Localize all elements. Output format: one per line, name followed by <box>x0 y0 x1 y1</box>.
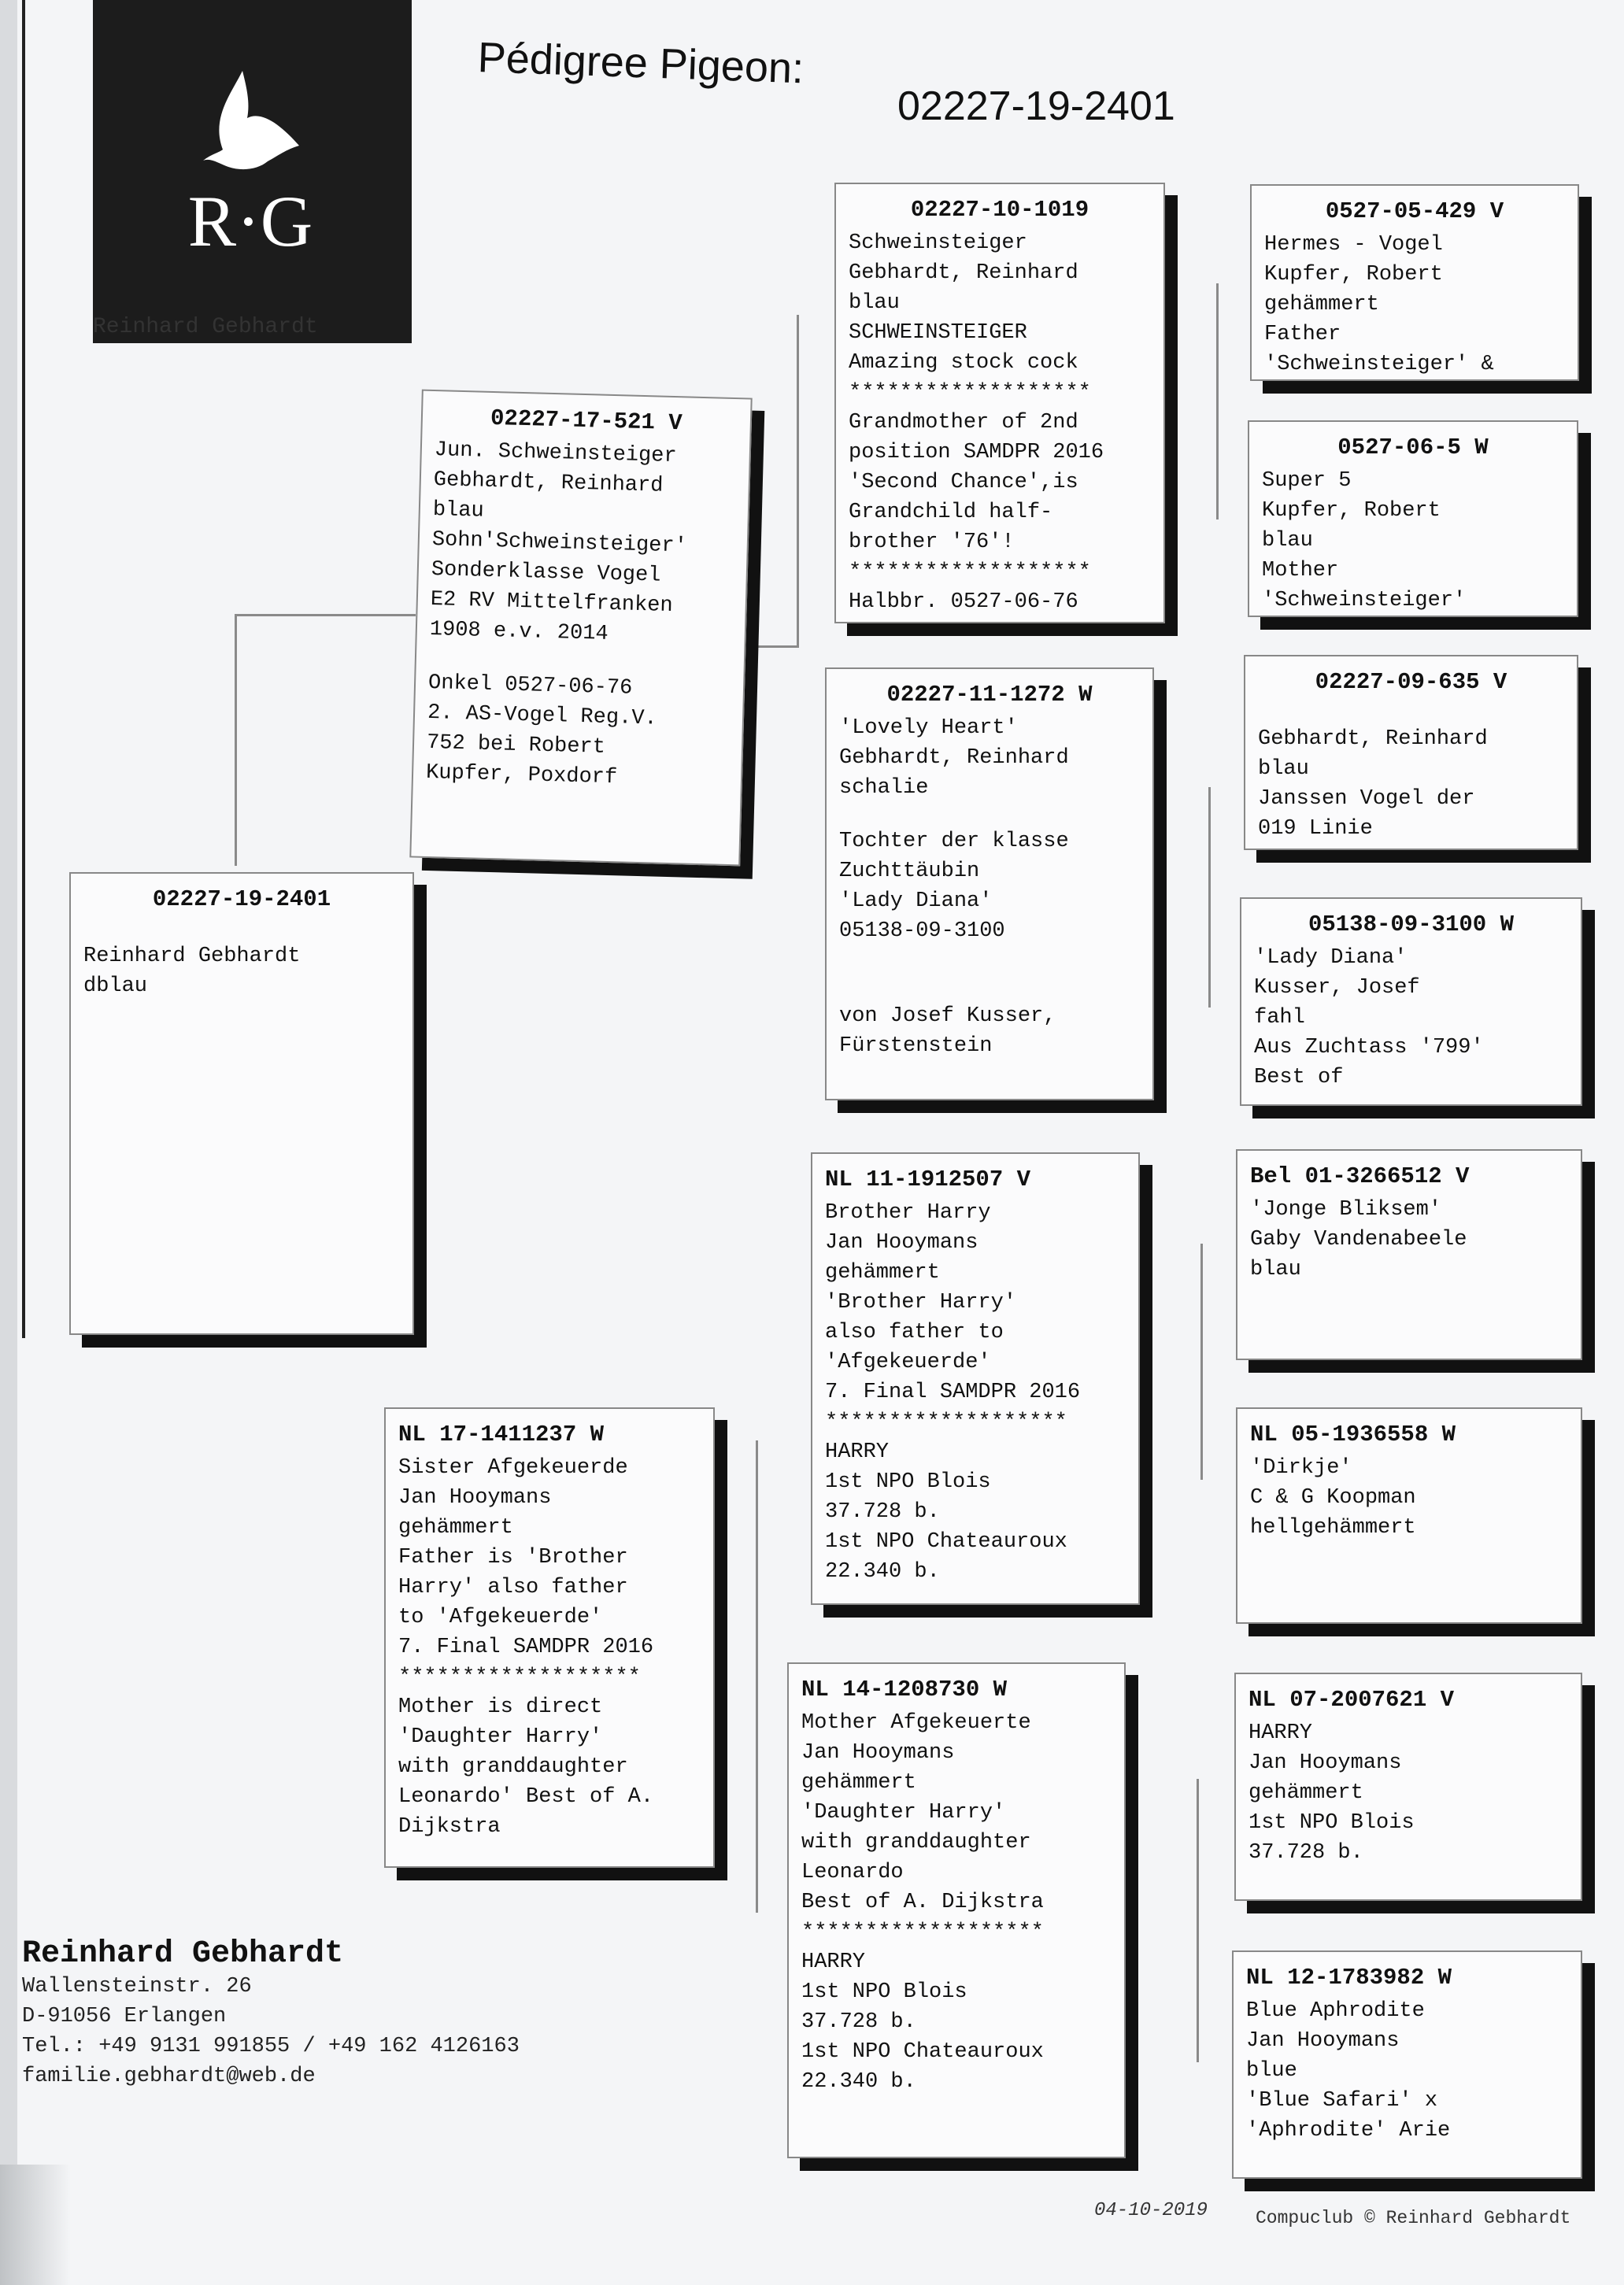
card-line: Gebhardt, Reinhard <box>849 261 1078 285</box>
ring-number: 05138-09-3100 W <box>1308 911 1515 937</box>
card-line: with granddaughter <box>801 1831 1031 1854</box>
copyright: Compuclub © Reinhard Gebhardt <box>1256 2208 1571 2228</box>
card-line: HARRY <box>801 1950 866 1974</box>
ring-number: 0527-06-5 W <box>1337 434 1489 460</box>
card-line: Gebhardt, Reinhard <box>1258 727 1488 751</box>
logo <box>93 0 412 343</box>
card-line: Jan Hooymans <box>398 1486 552 1510</box>
ring-number: 02227-17-521 V <box>490 405 683 437</box>
connector-father <box>797 315 799 645</box>
card-line: Father is 'Brother <box>398 1546 628 1570</box>
card-line: Jan Hooymans <box>801 1741 955 1765</box>
card-line: 'Dirkje' <box>1250 1456 1352 1480</box>
card-father <box>409 390 752 867</box>
card-line: brother '76'! <box>849 531 1015 554</box>
page-edge <box>0 0 17 2285</box>
card-line: HARRY <box>825 1440 890 1464</box>
card-line: C & G Koopman <box>1250 1486 1416 1510</box>
card-line: ******************* <box>825 1411 1067 1434</box>
card-line: Dijkstra <box>398 1815 501 1839</box>
card-line: E2 RV Mittelfranken <box>430 587 674 619</box>
card-line: Blue Aphrodite <box>1246 1999 1425 2023</box>
card-line: 'Aphrodite' Arie <box>1246 2119 1451 2143</box>
card-line: 1st NPO Chateauroux <box>825 1530 1067 1554</box>
card-line: 22.340 b. <box>801 2070 916 2094</box>
card-line: Sonderklasse Vogel <box>431 558 661 588</box>
card-line: gehämmert <box>1249 1781 1363 1805</box>
card-line: ******************* <box>398 1666 641 1689</box>
ring-number: 02227-19-2401 <box>152 886 331 912</box>
card-line: Reinhard Gebhardt <box>83 945 301 968</box>
card-line: 'Schweinsteiger' & <box>1264 353 1494 376</box>
card-line: blau <box>849 291 900 315</box>
card-line: Jan Hooymans <box>1249 1751 1402 1775</box>
card-line: Gebhardt, Reinhard <box>433 468 664 498</box>
ring-number: NL 12-1783982 W <box>1246 1965 1452 1991</box>
card-line: Sister Afgekeuerde <box>398 1456 628 1480</box>
connector-subject <box>235 614 237 866</box>
photo-shadow <box>0 2165 71 2285</box>
card-subject <box>69 872 414 1335</box>
card-mfm <box>1236 1407 1582 1624</box>
card-mm <box>787 1662 1126 2158</box>
print-date: 04-10-2019 <box>1094 2200 1208 2221</box>
card-line: 'Lady Diana' <box>1254 946 1408 970</box>
connector-fm <box>1208 787 1211 1008</box>
card-line: Brother Harry <box>825 1201 991 1225</box>
card-line: HARRY <box>1249 1721 1313 1745</box>
card-line: Sohn'Schweinsteiger' <box>431 528 688 559</box>
card-line: Gaby Vandenabeele <box>1250 1228 1467 1252</box>
card-line: Onkel 0527-06-76 <box>427 671 633 701</box>
card-line: 019 Linie <box>1258 817 1373 841</box>
card-line: Mother Afgekeuerte <box>801 1711 1031 1735</box>
card-line: Amazing stock cock <box>849 351 1078 375</box>
card-line: Janssen Vogel der <box>1258 787 1475 811</box>
card-fmf <box>1244 655 1578 850</box>
card-line: Hermes - Vogel <box>1264 233 1443 257</box>
card-line: 22.340 b. <box>825 1560 940 1584</box>
card-line: 37.728 b. <box>801 2010 916 2034</box>
card-line: 'Lady Diana' <box>839 889 993 913</box>
card-line: Schweinsteiger <box>849 231 1027 255</box>
logo-text: R·G <box>187 181 313 261</box>
card-line: 752 bei Robert <box>426 730 606 760</box>
card-line: blau <box>1250 1258 1301 1281</box>
card-line: hellgehämmert <box>1250 1516 1416 1540</box>
card-line: gehämmert <box>825 1261 940 1285</box>
card-fmm <box>1240 897 1582 1106</box>
card-line: Best of <box>1254 1066 1344 1089</box>
connector-subject-father <box>235 614 416 616</box>
card-line: gehämmert <box>1264 293 1379 316</box>
card-ffm <box>1248 420 1578 617</box>
card-line: position SAMDPR 2016 <box>849 441 1104 464</box>
card-line: Father <box>1264 323 1341 346</box>
card-line: Kusser, Josef <box>1254 976 1420 1000</box>
card-line: 'Daughter Harry' <box>801 1801 1006 1825</box>
card-line: ******************* <box>849 560 1091 584</box>
card-line: Gebhardt, Reinhard <box>839 746 1069 770</box>
card-line: Jan Hooymans <box>1246 2029 1400 2053</box>
card-line: to 'Afgekeuerde' <box>398 1606 603 1629</box>
left-rule <box>22 0 25 1338</box>
card-line: 7. Final SAMDPR 2016 <box>398 1636 654 1659</box>
card-line: Kupfer, Robert <box>1264 263 1443 287</box>
card-line: blue <box>1246 2059 1297 2083</box>
card-line: 1st NPO Chateauroux <box>801 2040 1044 2064</box>
card-line: with granddaughter <box>398 1755 628 1779</box>
card-line: 'Afgekeuerde' <box>825 1351 991 1374</box>
card-line: Tochter der klasse <box>839 830 1069 853</box>
card-fff <box>1250 184 1579 381</box>
ring-number: NL 07-2007621 V <box>1249 1687 1455 1713</box>
header-ring: 02227-19-2401 <box>897 83 1175 129</box>
connector-father-h <box>756 645 799 648</box>
card-mmm <box>1232 1950 1582 2179</box>
card-mmf <box>1234 1673 1582 1901</box>
card-ff <box>834 183 1165 623</box>
card-line: Kupfer, Robert <box>1262 499 1441 523</box>
connector-ff <box>1216 283 1219 519</box>
card-line: Jan Hooymans <box>825 1231 978 1255</box>
ring-number: NL 05-1936558 W <box>1250 1422 1456 1448</box>
footer-address <box>22 1936 520 2091</box>
card-line: 1st NPO Blois <box>801 1980 967 2004</box>
card-mf <box>811 1152 1140 1605</box>
card-line: Jun. Schweinsteiger <box>434 438 677 469</box>
card-line: 37.728 b. <box>825 1500 940 1524</box>
card-line: gehämmert <box>801 1771 916 1795</box>
card-line: 'Blue Safari' x <box>1246 2089 1438 2113</box>
card-line: Fürstenstein <box>839 1034 993 1058</box>
card-line: 2. AS-Vogel Reg.V. <box>427 701 658 731</box>
card-line: ******************* <box>801 1921 1044 1944</box>
footer-city: D-91056 Erlangen <box>22 2005 227 2028</box>
card-line: Halbbr. 0527-06-76 <box>849 590 1078 614</box>
card-line: Grandmother of 2nd <box>849 411 1078 434</box>
card-line: Grandchild half- <box>849 501 1053 524</box>
footer-email: familie.gebhardt@web.de <box>22 2065 316 2088</box>
card-line: von Josef Kusser, <box>839 1004 1056 1028</box>
ring-number: 02227-09-635 V <box>1315 669 1507 695</box>
card-line: Aus Zuchtass '799' <box>1254 1036 1484 1059</box>
card-line: Mother <box>1262 559 1339 582</box>
card-line: schalie <box>839 776 929 800</box>
card-line: 05138-09-3100 <box>839 919 1005 943</box>
card-line: blau <box>1258 757 1309 781</box>
card-line: Super 5 <box>1262 469 1352 493</box>
card-line: dblau <box>83 974 148 998</box>
footer-phone: Tel.: +49 9131 991855 / +49 162 4126163 <box>22 2035 520 2058</box>
card-line: Best of A. Dijkstra <box>801 1891 1044 1914</box>
card-line: 37.728 b. <box>1249 1841 1363 1865</box>
ring-number: 02227-11-1272 W <box>886 682 1093 708</box>
card-mother <box>384 1407 715 1868</box>
card-line: 1st NPO Blois <box>1249 1811 1415 1835</box>
card-line: 'Daughter Harry' <box>398 1725 603 1749</box>
ring-number: Bel 01-3266512 V <box>1250 1163 1470 1189</box>
ring-number: NL 17-1411237 W <box>398 1422 605 1448</box>
card-line: 'Second Chance',is <box>849 471 1078 494</box>
footer-name: Reinhard Gebhardt <box>22 1936 344 1972</box>
footer-street: Wallensteinstr. 26 <box>22 1975 252 1998</box>
card-line: Harry' also father <box>398 1576 628 1599</box>
ring-number: 02227-10-1019 <box>910 197 1089 223</box>
page-title: Pédigree Pigeon: <box>476 33 805 93</box>
ring-number: NL 11-1912507 V <box>825 1167 1031 1192</box>
card-fm <box>825 667 1154 1100</box>
card-line: 'Jonge Bliksem' <box>1250 1198 1442 1222</box>
logo-owner: Reinhard Gebhardt <box>93 315 318 339</box>
ring-number: NL 14-1208730 W <box>801 1677 1008 1703</box>
card-line: 1st NPO Blois <box>825 1470 991 1494</box>
card-line: Leonardo' Best of A. <box>398 1785 654 1809</box>
card-line: 'Brother Harry' <box>825 1291 1017 1314</box>
card-line: ******************* <box>849 381 1091 405</box>
card-line: 'Lovely Heart' <box>839 716 1018 740</box>
card-line: blau <box>1262 529 1313 553</box>
card-line: 'Schweinsteiger' <box>1262 589 1467 612</box>
card-line: gehämmert <box>398 1516 513 1540</box>
card-line: 1908 e.v. 2014 <box>429 617 609 646</box>
card-line: Mother is direct <box>398 1695 603 1719</box>
connector-mf <box>1200 1244 1203 1480</box>
connector-mm <box>1197 1779 1199 2062</box>
connector-mother <box>756 1440 758 1913</box>
card-mff <box>1236 1149 1582 1360</box>
card-line: Leonardo <box>801 1861 904 1884</box>
card-line: fahl <box>1254 1006 1305 1030</box>
card-line: also father to <box>825 1321 1004 1344</box>
card-line: Zuchttäubin <box>839 860 980 883</box>
card-line: Kupfer, Poxdorf <box>425 760 618 790</box>
card-line: 7. Final SAMDPR 2016 <box>825 1381 1081 1404</box>
card-line: SCHWEINSTEIGER <box>849 321 1027 345</box>
ring-number: 0527-05-429 V <box>1325 198 1504 224</box>
card-line: blau <box>432 498 485 523</box>
dove-logo-icon <box>93 0 412 343</box>
